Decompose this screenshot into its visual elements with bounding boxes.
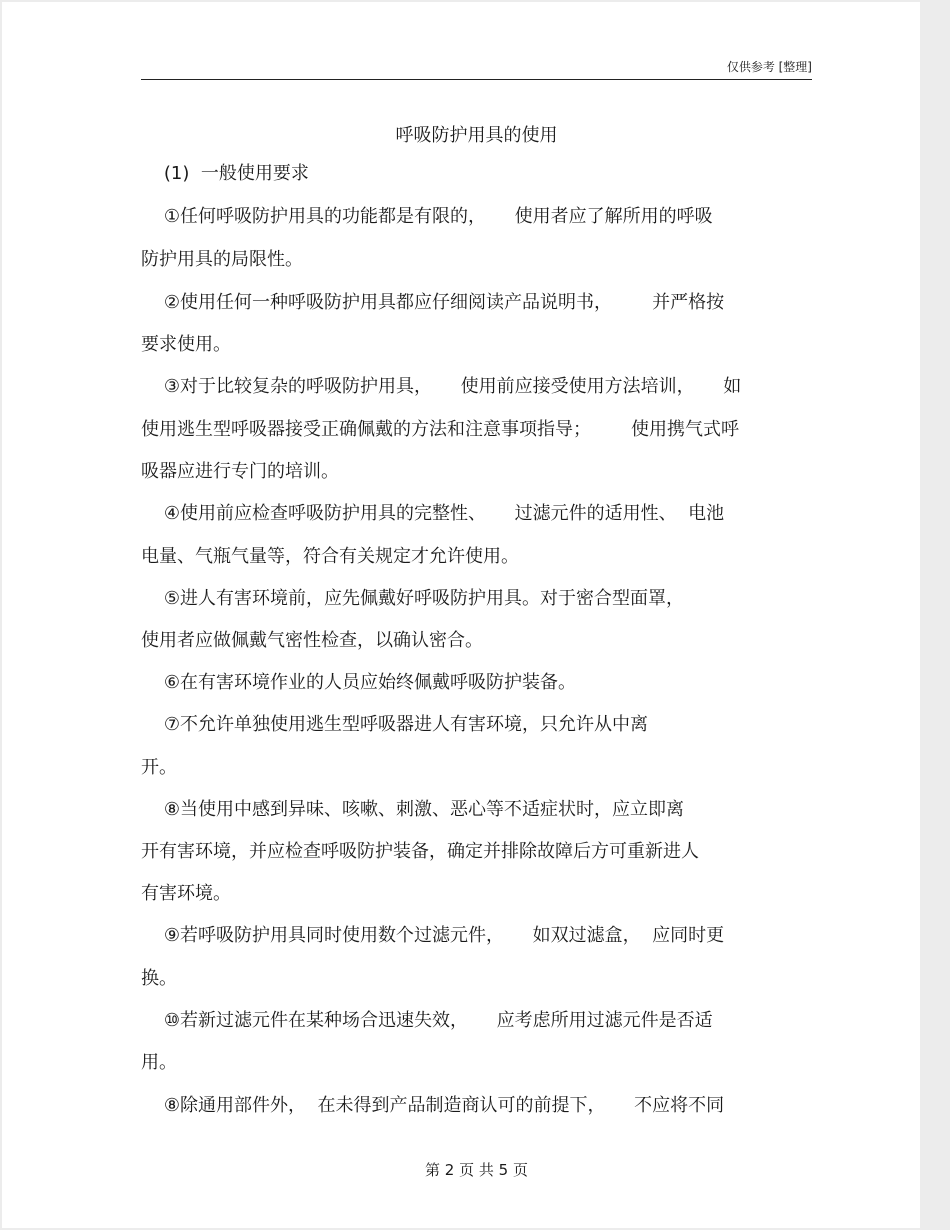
section-heading: (1) 一般使用要求	[141, 163, 309, 184]
paragraph-line: 防护用具的局限性。	[141, 249, 303, 270]
paragraph-line: 要求使用。	[141, 334, 231, 355]
document-title: 呼吸防护用具的使用	[395, 125, 558, 146]
header-divider	[141, 79, 812, 80]
page-number-footer: 第 2 页 共 5 页	[425, 1161, 528, 1179]
paragraph-line: 使用者应做佩戴气密性检查，以确认密合。	[141, 630, 483, 651]
paragraph-line: 用。	[141, 1052, 177, 1073]
paragraph-line: ④使用前应检查呼吸防护用具的完整性、 过滤元件的适用性、 电池	[141, 503, 725, 524]
paragraph-line: ②使用任何一种呼吸防护用具都应仔细阅读产品说明书， 并严格按	[141, 292, 725, 313]
paragraph-line: 开有害环境，并应检查呼吸防护装备，确定并排除故障后方可重新进人	[141, 841, 699, 862]
header-note: 仅供参考 [整理]	[726, 60, 812, 74]
document-page	[2, 2, 920, 1228]
paragraph-line: 有害环境。	[141, 883, 231, 904]
paragraph-line: 吸器应进行专门的培训。	[141, 461, 339, 482]
paragraph-line: 使用逃生型呼吸器接受正确佩戴的方法和注意事项指导； 使用携气式呼	[141, 419, 740, 440]
paragraph-line: 换。	[141, 968, 177, 989]
paragraph-line: 开。	[141, 757, 177, 778]
paragraph-line: ⑩若新过滤元件在某种场合迅速失效， 应考虑所用过滤元件是否适	[141, 1010, 713, 1031]
paragraph-line: ①任何呼吸防护用具的功能都是有限的， 使用者应了解所用的呼吸	[141, 206, 713, 227]
paragraph-line: ⑥在有害环境作业的人员应始终佩戴呼吸防护装备。	[141, 672, 577, 693]
paragraph-line: ③对于比较复杂的呼吸防护用具， 使用前应接受使用方法培训， 如	[141, 376, 742, 397]
paragraph-line: ⑨若呼吸防护用具同时使用数个过滤元件， 如双过滤盒， 应同时更	[141, 925, 725, 946]
paragraph-line: ⑤进人有害环境前，应先佩戴好呼吸防护用具。对于密合型面罩，	[141, 588, 685, 609]
paragraph-line: ⑦不允许单独使用逃生型呼吸器进人有害环境，只允许从中离	[141, 714, 649, 735]
paragraph-line: ⑧除通用部件外， 在未得到产品制造商认可的前提下， 不应将不同	[141, 1095, 725, 1116]
paragraph-line: ⑧当使用中感到异味、咳嗽、刺激、恶心等不适症状时，应立即离	[141, 799, 685, 820]
paragraph-line: 电量、气瓶气量等，符合有关规定才允许使用。	[141, 546, 519, 567]
